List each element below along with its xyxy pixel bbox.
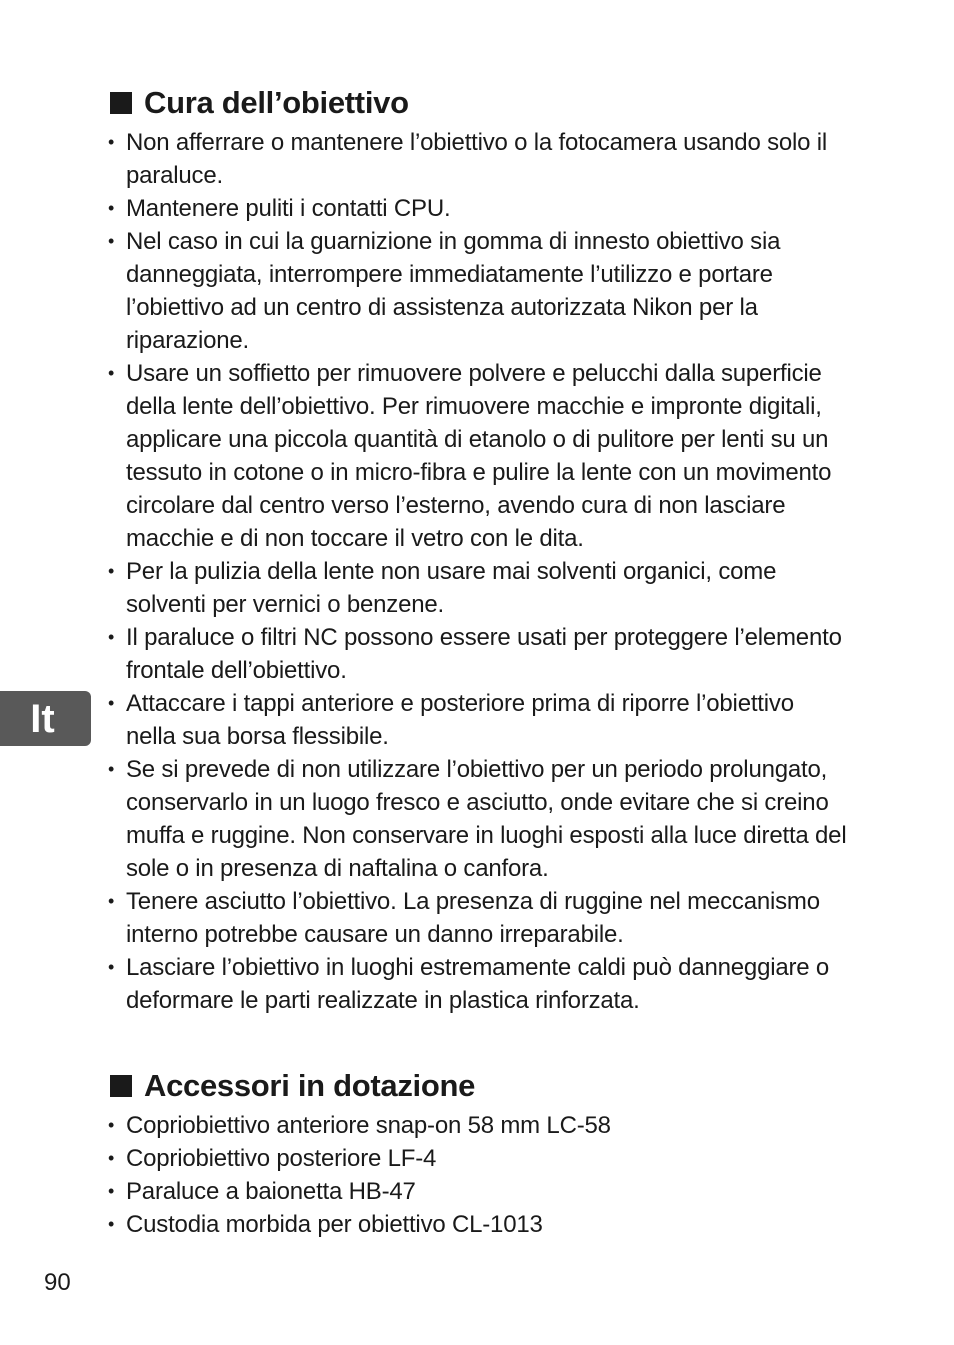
- list-item-text: Per la pulizia della lente non usare mai solventi organici, come solventi per vernici o benzene.: [126, 558, 777, 618]
- list-item: [106, 1208, 850, 1241]
- bullet-icon: •: [108, 561, 115, 581]
- bullet-icon: •: [108, 759, 115, 779]
- lens-care-list: [106, 126, 850, 1017]
- list-item-text: Il paraluce o filtri NC possono essere usati per proteggere l’elemento frontale dell’obiettivo.: [126, 624, 842, 684]
- list-item-text: Se si prevede di non utilizzare l’obiettivo per un periodo prolungato, conservarlo in un luogo fresco e asciutto, onde evitare che si creino muffa e ruggine. Non conservare in luoghi esposti alla luce diretta del sole o in presenza di naftalina o canfora.: [126, 756, 847, 882]
- list-item: [106, 126, 850, 192]
- language-tab-label: It: [30, 696, 55, 741]
- list-item-text: Tenere asciutto l’obiettivo. La presenza di ruggine nel meccanismo interno potrebbe causare un danno irreparabile.: [126, 888, 820, 948]
- list-item-text: Paraluce a baionetta HB-47: [126, 1178, 416, 1205]
- heading-text: Cura dell’obiettivo: [144, 85, 409, 120]
- list-item: [106, 1109, 850, 1142]
- list-item-text: Custodia morbida per obiettivo CL-1013: [126, 1211, 543, 1238]
- bullet-icon: •: [108, 891, 115, 911]
- list-item-text: Non afferrare o mantenere l’obiettivo o la fotocamera usando solo il paraluce.: [126, 129, 828, 189]
- list-item-text: Mantenere puliti i contatti CPU.: [126, 195, 451, 222]
- bullet-icon: •: [108, 1181, 115, 1201]
- list-item: [106, 951, 850, 1017]
- list-item: [106, 555, 850, 621]
- list-item-text: Attaccare i tappi anteriore e posteriore prima di riporre l’obiettivo nella sua borsa flessibile.: [126, 690, 794, 750]
- language-tab: [0, 691, 91, 746]
- list-item-text: Copriobiettivo posteriore LF-4: [126, 1145, 437, 1172]
- bullet-icon: •: [108, 1214, 115, 1234]
- accessories-list: [106, 1109, 850, 1241]
- bullet-icon: •: [108, 132, 115, 152]
- page-number: 90: [44, 1269, 71, 1296]
- list-item-text: Copriobiettivo anteriore snap-on 58 mm LC-58: [126, 1112, 611, 1139]
- list-item: [106, 225, 850, 357]
- list-item: [106, 753, 850, 885]
- bullet-icon: •: [108, 1115, 115, 1135]
- list-item-text: Usare un soffietto per rimuovere polvere e pelucchi dalla superficie della lente dell’obiettivo. Per rimuovere macchie e impronte digitali, applicare una piccola quantità di etanolo o di pulitore per lenti su un tessuto in cotone o in micro-fibra e pulire la lente con un movimento circolare dal centro verso l’esterno, avendo cura di non lasciare macchie e di non toccare il vetro con le dita.: [126, 360, 832, 552]
- bullet-icon: •: [108, 363, 115, 383]
- list-item: [106, 1175, 850, 1208]
- list-item-text: Nel caso in cui la guarnizione in gomma di innesto obiettivo sia danneggiata, interrompere immediatamente l’utilizzo e portare l’obiettivo ad un centro di assistenza autorizzata Nikon per la riparazione.: [126, 228, 781, 354]
- heading-text: Accessori in dotazione: [144, 1068, 476, 1103]
- list-item: [106, 192, 850, 225]
- bullet-icon: •: [108, 627, 115, 647]
- section-heading-lens-care: [110, 85, 409, 121]
- list-item-text: Lasciare l’obiettivo in luoghi estremamente caldi può danneggiare o deformare le parti realizzate in plastica rinforzata.: [126, 954, 830, 1014]
- section-heading-accessories: [110, 1068, 475, 1104]
- bullet-icon: •: [108, 231, 115, 251]
- list-item: [106, 885, 850, 951]
- bullet-icon: •: [108, 693, 115, 713]
- bullet-icon: •: [108, 1148, 115, 1168]
- heading-square-icon: [110, 92, 132, 114]
- heading-square-icon: [110, 1075, 132, 1097]
- list-item: [106, 621, 850, 687]
- bullet-icon: •: [108, 957, 115, 977]
- bullet-icon: •: [108, 198, 115, 218]
- list-item: [106, 687, 850, 753]
- list-item: [106, 1142, 850, 1175]
- list-item: [106, 357, 850, 555]
